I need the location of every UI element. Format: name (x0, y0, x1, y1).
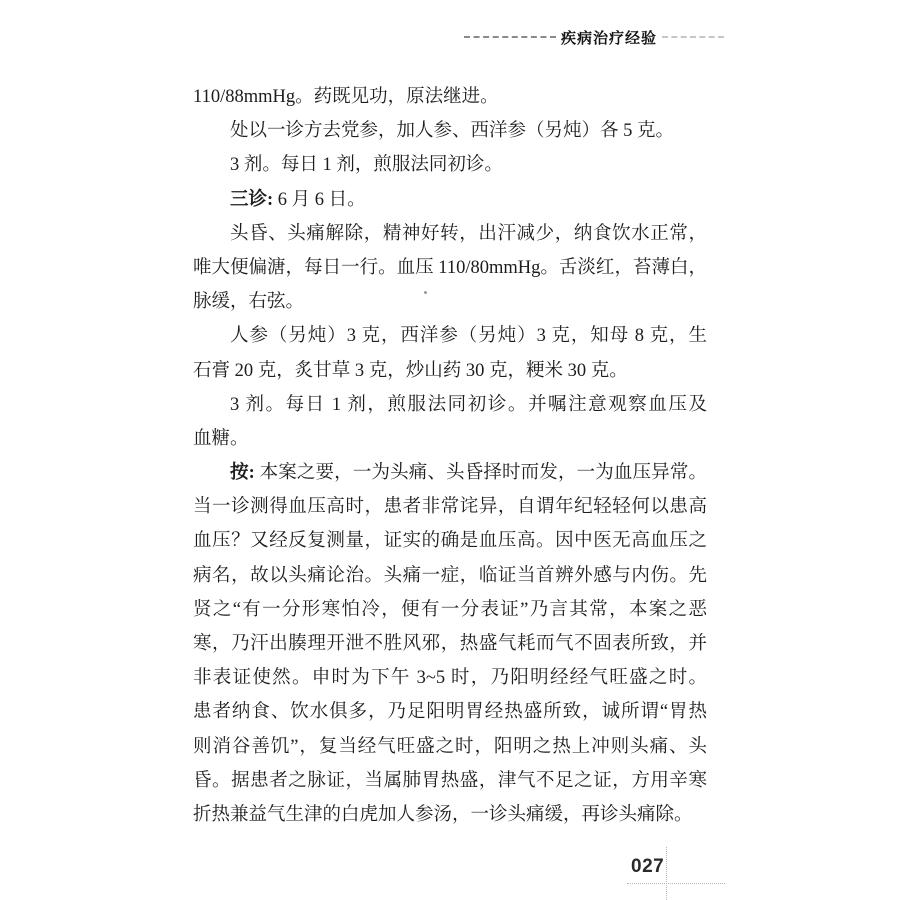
text-line: 当一诊测得血压高时，患者非常诧异，自谓年纪轻轻何以患高 (193, 497, 707, 518)
page-number: 027 (631, 856, 665, 877)
text-line: 3 剂。每日 1 剂，煎服法同初诊。 (230, 155, 503, 176)
text-line: 人参（另炖）3 克，西洋参（另炖）3 克，知母 8 克，生 (230, 326, 707, 347)
text-line: 贤之“有一分形寒怕冷，便有一分表证”乃言其常，本案之恶 (193, 599, 707, 620)
text-line: 病名，故以头痛论治。头痛一症，临证当首辨外感与内伤。先 (193, 565, 707, 586)
text-line: 脉缓，右弦。 (193, 292, 305, 313)
text-line: 血压？又经反复测量，证实的确是血压高。因中医无高血压之 (193, 531, 707, 552)
text-line: 石膏 20 克，炙甘草 3 克，炒山药 30 克，粳米 30 克。 (193, 360, 628, 381)
text-line: 110/88mmHg。药既见功，原法继进。 (193, 87, 499, 107)
text-line: 头昏、头痛解除，精神好转，出汗减少，纳食饮水正常， (230, 223, 707, 244)
scan-speck (424, 291, 427, 294)
text-line: 患者纳食、饮水俱多，乃足阳明胃经热盛所致，诚所谓“胃热 (193, 702, 707, 723)
text-line: 处以一诊方去党参，加人参、西洋参（另炖）各 5 克。 (230, 121, 675, 142)
text-line: 3 剂。每日 1 剂，煎服法同初诊。并嘱注意观察血压及 (230, 394, 707, 415)
text-line: 血糖。 (193, 428, 249, 449)
note-text: 本案之要，一为头痛、头昏择时而发，一为血压异常。 (254, 463, 707, 484)
text-line: 折热兼益气生津的白虎加人参汤，一诊头痛缓，再诊头痛除。 (193, 804, 693, 825)
visit-label: 三诊: (230, 189, 274, 210)
chapter-title: 疾病治疗经验 (561, 29, 658, 47)
text-line: 昏。据患者之脉证，当属肺胃热盛，津气不足之证，方用辛寒 (193, 770, 707, 791)
crop-mark-horizontal (627, 883, 725, 884)
text-line: 则消谷善饥”，复当经气旺盛之时，阳明之热上冲则头痛、头 (193, 736, 707, 757)
text-line: 非表证使然。申时为下午 3~5 时，乃阳明经经气旺盛之时。 (193, 668, 707, 689)
header-dash-left (464, 36, 556, 38)
text-line-visit-heading (193, 183, 707, 217)
visit-date: 6 月 6 日。 (273, 189, 366, 210)
note-label: 按: (230, 463, 255, 484)
text-line: 唯大便偏溏，每日一行。血压 110/80mmHg。舌淡红，苔薄白， (193, 257, 707, 278)
body-text (193, 80, 707, 832)
running-head (464, 27, 724, 47)
header-dash-right (662, 36, 724, 38)
text-line: 寒，乃汗出腠理开泄不胜风邪，热盛气耗而气不固表所致，并 (193, 634, 707, 654)
text-line-note-start (193, 456, 707, 490)
crop-mark-vertical (666, 847, 667, 900)
